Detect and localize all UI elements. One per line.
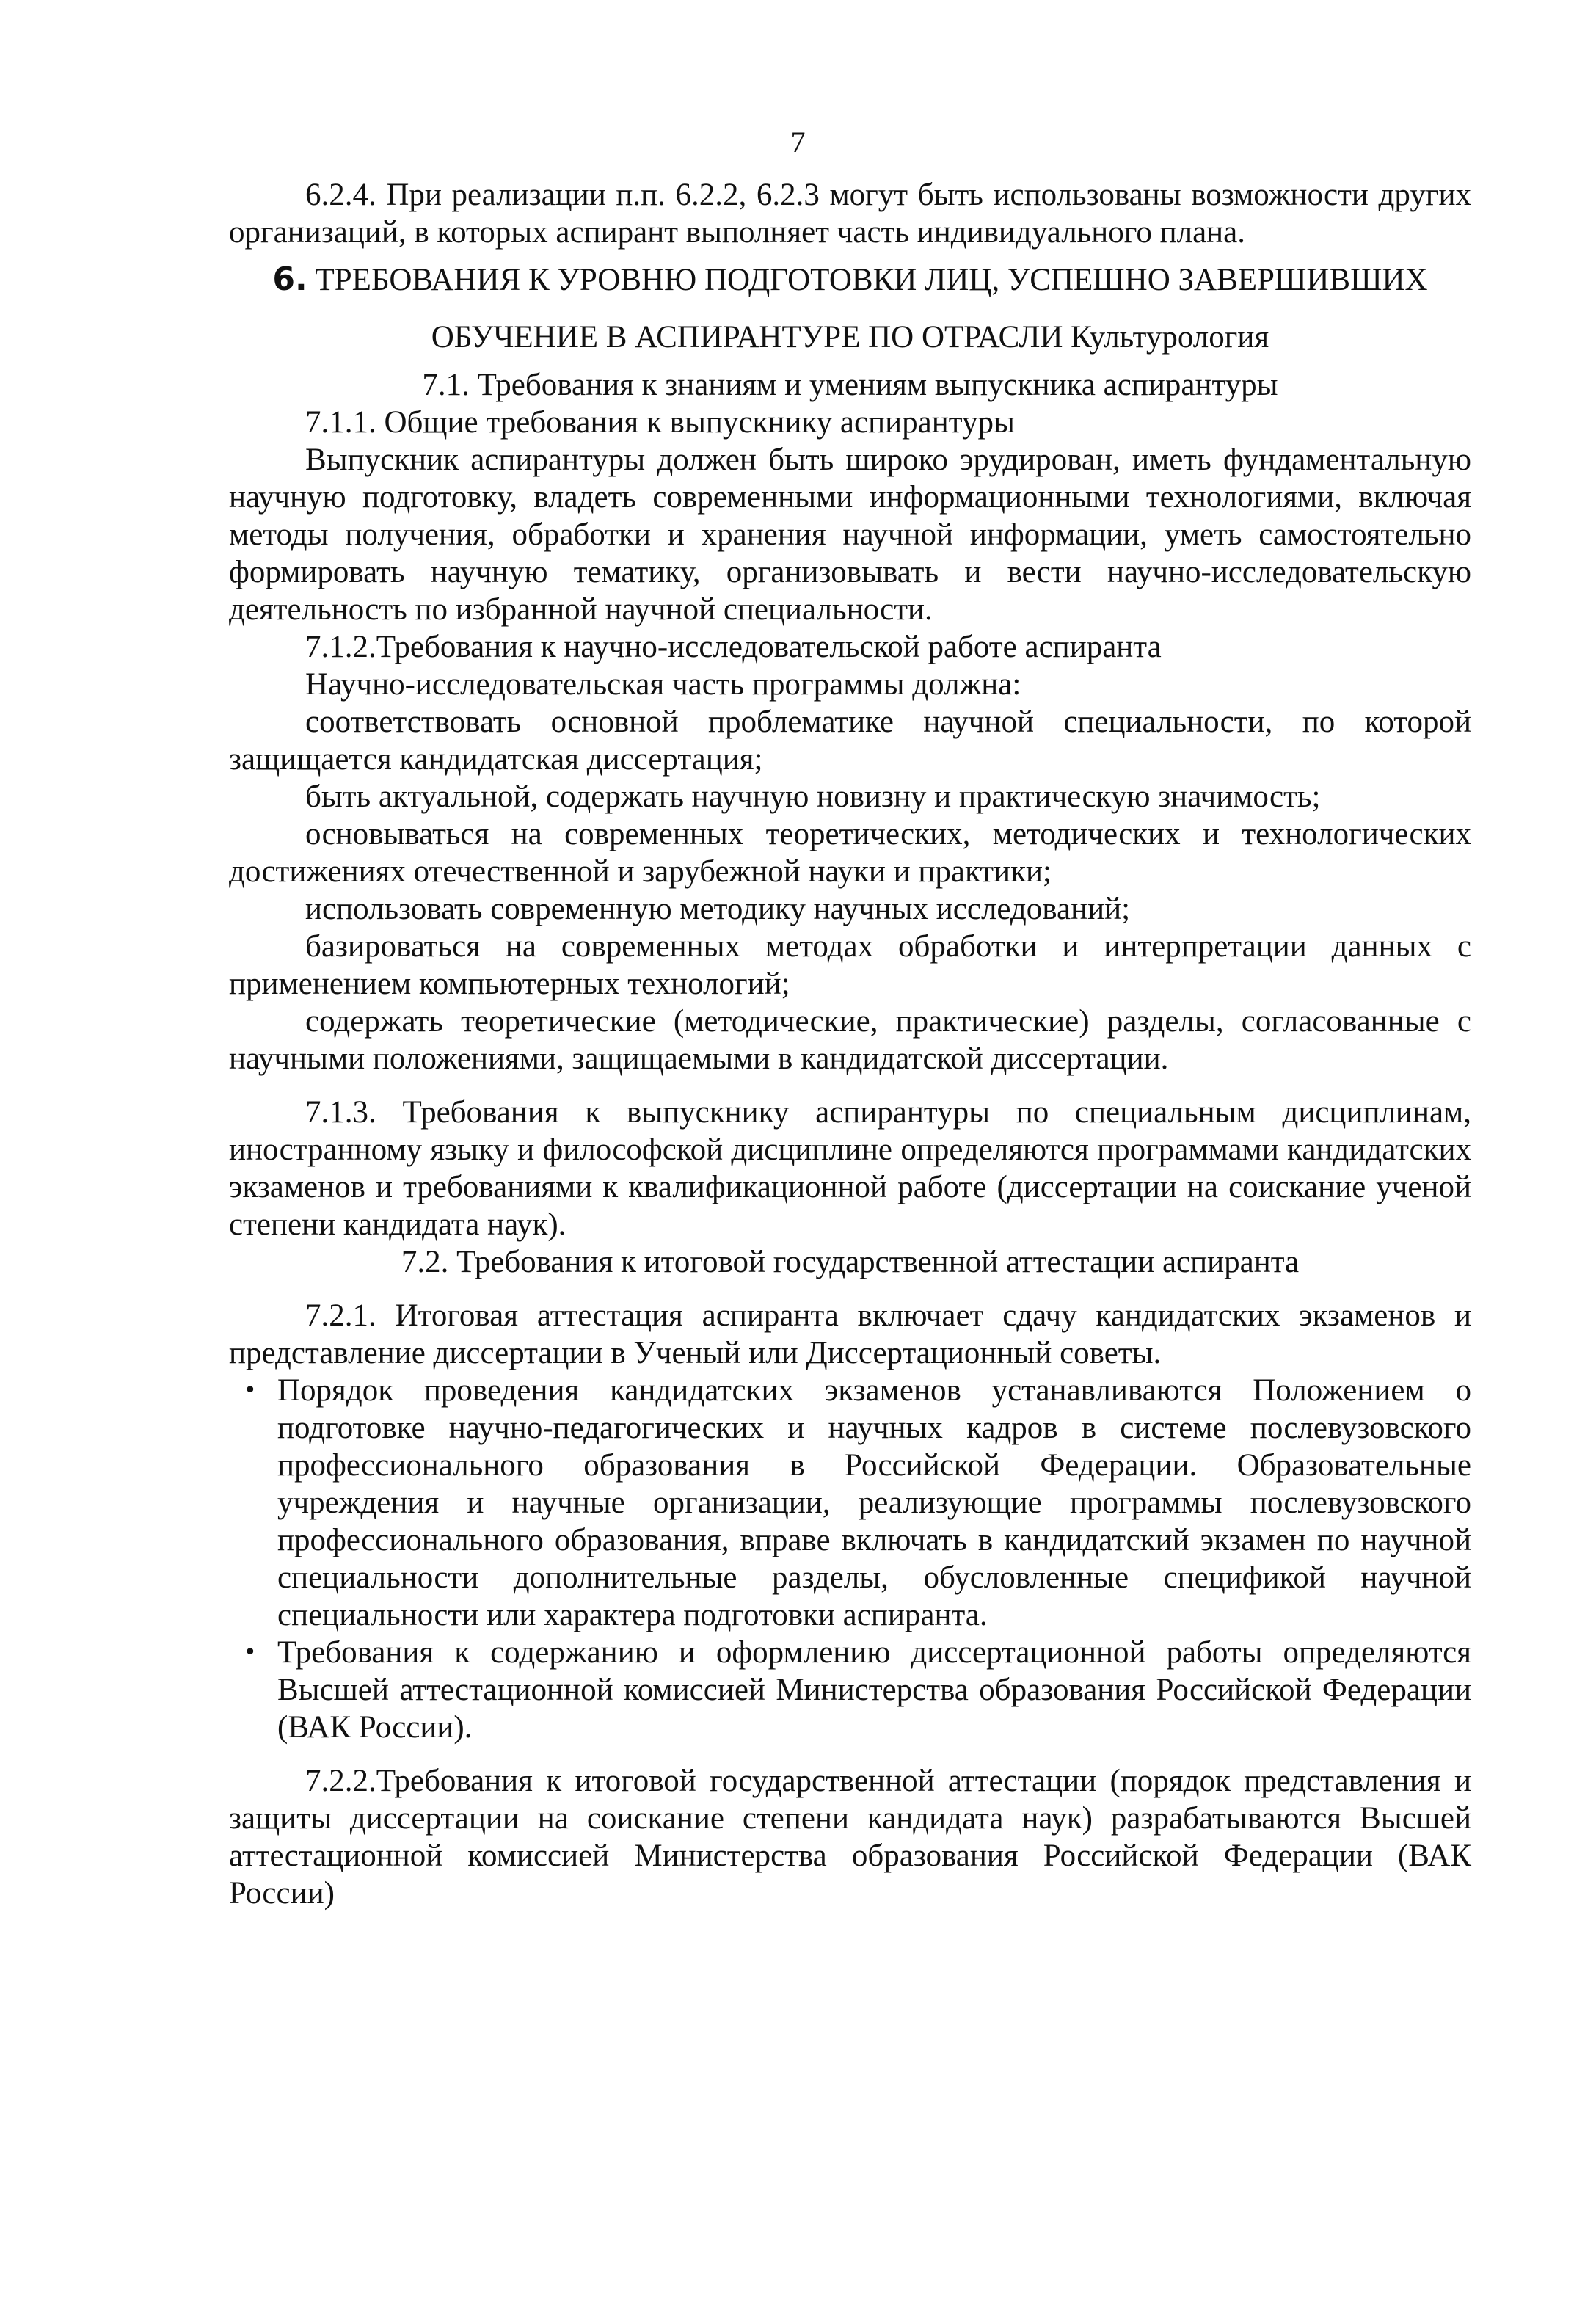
section-heading-line-1: [229, 251, 1471, 309]
bullet-item: [229, 1372, 1471, 1634]
subsection-7-1-1-title: 7.1.1. Общие требования к выпускнику аспирантуры: [305, 405, 1015, 440]
list-item: использовать современную методику научных исследований;: [305, 892, 1131, 926]
subsection-7-1-title: 7.1. Требования к знаниям и умениям выпускника аспирантуры: [422, 368, 1278, 402]
section-number: 6.: [272, 261, 307, 298]
bullet-text: Порядок проведения кандидатских экзаменов устанавливаются Положением о подготовке научно-педагогических и научных кадров в системе послевузовского профессионального образования в Российской Федерации. Образовательные учреждения и научные организации, реализующие программы послевузовского профессионального образования, вправе включать в кандидатский экзамен по научной специальности дополнительные разделы, обусловленные спецификой научной специальности или характера подготовки аспиранта.: [277, 1373, 1471, 1632]
page-number: 7: [790, 126, 806, 159]
list-item: содержать теоретические (методические, практические) разделы, согласованные с научными положениями, защищаемыми в кандидатской диссертации.: [229, 1004, 1471, 1076]
list-item: основываться на современных теоретических, методических и технологических достижениях отечественной и зарубежной науки и практики;: [229, 817, 1471, 889]
document-body: [229, 176, 1471, 1912]
paragraph-6-2-4: 6.2.4. При реализации п.п. 6.2.2, 6.2.3 могут быть использованы возможности других организаций, в которых аспирант выполняет часть индивидуального плана.: [229, 178, 1471, 250]
section-title-line-1: ТРЕБОВАНИЯ К УРОВНЮ ПОДГОТОВКИ ЛИЦ, УСПЕШНО ЗАВЕРШИВШИХ: [315, 263, 1428, 297]
list-item: базироваться на современных методах обработки и интерпретации данных с применением компьютерных технологий;: [229, 929, 1471, 1001]
bullet-item: [229, 1634, 1471, 1746]
paragraph-7-1-3: 7.1.3. Требования к выпускнику аспирантуры по специальным дисциплинам, иностранному языку и философской дисциплине определяются программами кандидатских экзаменов и требованиями к квалификационной работе (диссертации на соискание ученой степени кандидата наук).: [229, 1095, 1471, 1242]
paragraph-7-2-1: 7.2.1. Итоговая аттестация аспиранта включает сдачу кандидатских экзаменов и представление диссертации в Ученый или Диссертационный советы.: [229, 1298, 1471, 1370]
section-title-line-2: ОБУЧЕНИЕ В АСПИРАНТУРЕ ПО ОТРАСЛИ Культурология: [431, 320, 1269, 355]
bullet-icon: •: [244, 1640, 257, 1665]
bullet-icon: •: [244, 1378, 257, 1403]
section-heading: [229, 251, 1471, 366]
bullet-text: Требования к содержанию и оформлению диссертационной работы определяются Высшей аттестационной комиссией Министерства образования Российской Федерации (ВАК России).: [277, 1635, 1471, 1745]
list-item: быть актуальной, содержать научную новизну и практическую значимость;: [305, 779, 1321, 814]
subsection-7-2-title: 7.2. Требования к итоговой государственной аттестации аспиранта: [401, 1245, 1300, 1279]
bullet-list: [229, 1372, 1471, 1746]
paragraph-7-1-2-intro: Научно-исследовательская часть программы должна:: [305, 667, 1021, 702]
list-item: соответствовать основной проблематике научной специальности, по которой защищается кандидатская диссертация;: [229, 705, 1471, 777]
subsection-7-1-2-title: 7.1.2.Требования к научно-исследовательской работе аспиранта: [305, 630, 1162, 664]
paragraph-7-2-2: 7.2.2.Требования к итоговой государственной аттестации (порядок представления и защиты диссертации на соискание степени кандидата наук) разрабатываются Высшей аттестационной комиссией Министерства образования Российской Федерации (ВАК России): [229, 1764, 1471, 1911]
paragraph-7-1-1: Выпускник аспирантуры должен быть широко эрудирован, иметь фундаментальную научную подготовку, владеть современными информационными технологиями, включая методы получения, обработки и хранения научной информации, уметь самостоятельно формировать научную тематику, организовывать и вести научно-исследовательскую деятельность по избранной научной специальности.: [229, 443, 1471, 627]
